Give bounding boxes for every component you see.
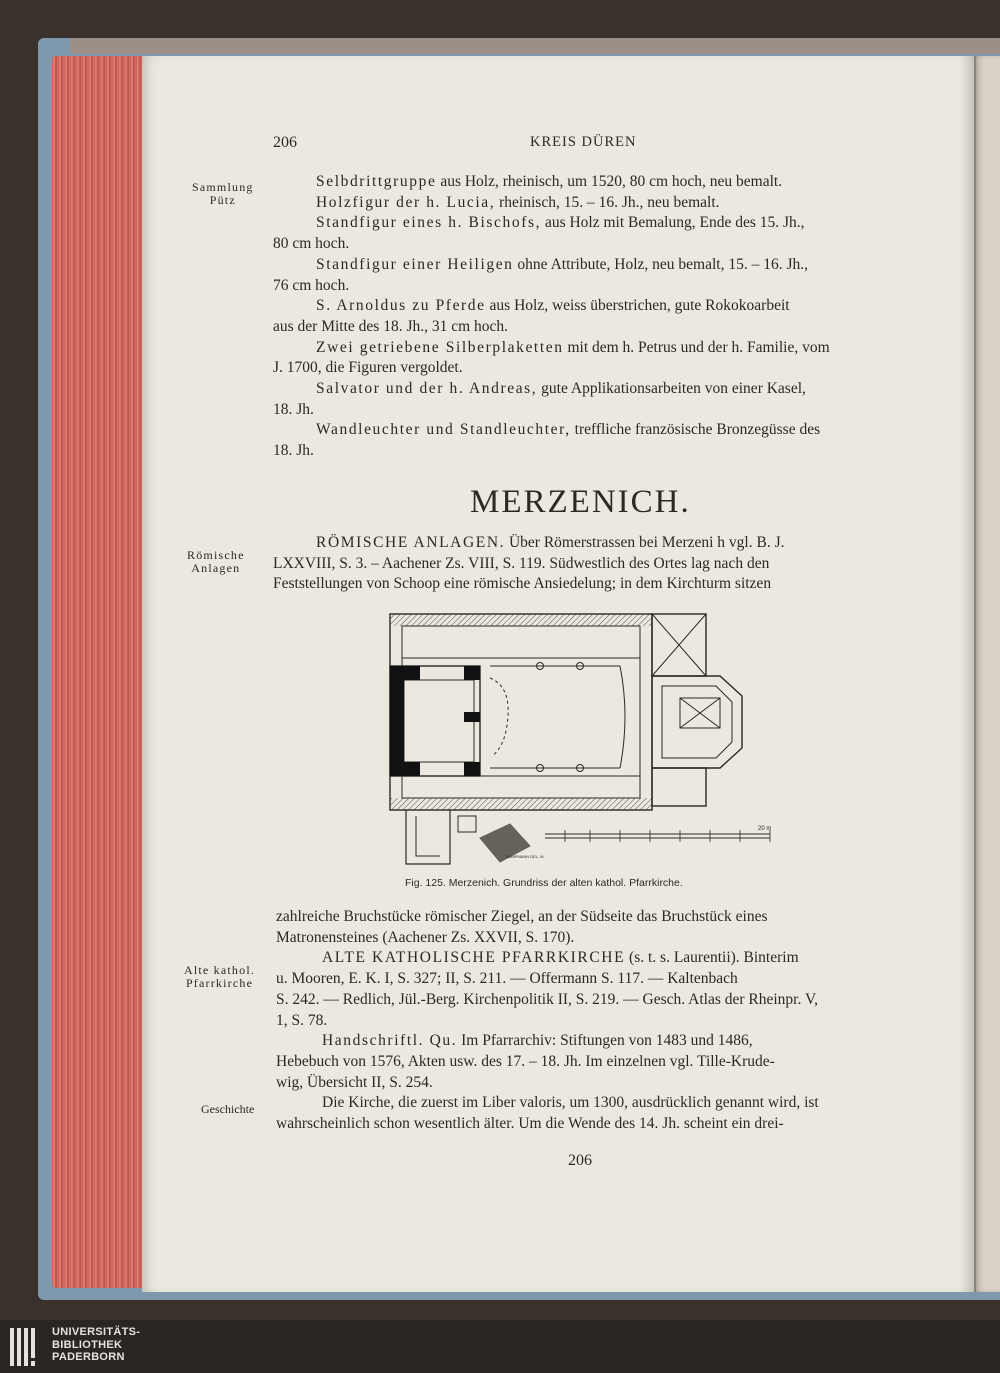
text-line xyxy=(276,1052,775,1073)
emphasis-text: Salvator und der h. Andreas, xyxy=(316,380,538,397)
text-line xyxy=(273,358,463,379)
margin-line: Pfarrkirche xyxy=(185,975,254,990)
text-line xyxy=(316,296,790,317)
line-text: aus Holz, weiss überstrichen, gute Rokokoarbeit xyxy=(485,297,790,315)
gutter-shadow xyxy=(960,56,976,1292)
draughtsman-signature: KAMPMANN DEL. M xyxy=(506,854,544,859)
text-line xyxy=(273,276,349,297)
section-title: MERZENICH. xyxy=(470,484,691,520)
line-text: aus der Mitte des 18. Jh., 31 cm hoch. xyxy=(273,317,509,335)
margin-note-sammlung xyxy=(192,181,254,206)
line-text: Die Kirche, die zuerst im Liber valoris, um 1300, ausdrücklich genannt wird, ist xyxy=(322,1094,819,1112)
emphasis-text: RÖMISCHE ANLAGEN. xyxy=(316,534,506,551)
page-number-bottom: 206 xyxy=(568,1152,592,1169)
emphasis-text: Standfigur eines h. Bischofs, xyxy=(316,214,542,232)
text-line xyxy=(316,379,806,400)
line-text: Im Pfarrarchiv: Stiftungen von 1483 und 1486, xyxy=(457,1032,753,1050)
line-text: 18. Jh. xyxy=(273,442,314,460)
text-line xyxy=(276,1073,433,1094)
line-text: J. 1700, die Figuren vergoldet. xyxy=(273,359,463,377)
line-text: LXXVIII, S. 3. – Aachener Zs. VIII, S. 119. Südwestlich des Ortes lag nach den xyxy=(273,554,770,572)
scale-label: 20 m xyxy=(758,826,772,832)
text-line xyxy=(273,317,508,338)
line-text: mit dem h. Petrus und der h. Familie, vom xyxy=(563,338,830,356)
text-line xyxy=(273,441,314,462)
margin-note-kirche xyxy=(184,964,255,989)
emphasis-text: Standfigur einer Heiligen xyxy=(316,255,514,273)
line-text: (s. t. s. Laurentii). Binterim xyxy=(625,949,799,967)
text-line xyxy=(316,338,830,359)
margin-note-roemische xyxy=(187,549,245,574)
figure-caption: Fig. 125. Merzenich. Grundriss der alten kathol. Pfarrkirche. xyxy=(405,877,683,889)
text-line xyxy=(322,1093,819,1114)
line-text: gute Applikationsarbeiten von einer Kasel, xyxy=(537,380,806,397)
line-text: rheinisch, 15. – 16. Jh., neu bemalt. xyxy=(495,193,720,211)
library-line: UNIVERSITÄTS- xyxy=(52,1326,141,1338)
text-line xyxy=(316,420,820,441)
facing-page xyxy=(974,56,1000,1292)
margin-line: Anlagen xyxy=(191,560,241,575)
line-text: Über Römerstrassen bei Merzeni h vgl. B. J. xyxy=(505,534,785,551)
library-line: PADERBORN xyxy=(52,1351,125,1363)
text-line xyxy=(276,928,574,949)
text-line xyxy=(316,213,805,234)
text-line xyxy=(273,400,314,421)
text-line xyxy=(322,1031,753,1052)
line-text: S. 242. — Redlich, Jül.-Berg. Kirchenpolitik II, S. 219. — Gesch. Atlas der Rheinpr. V, xyxy=(276,990,819,1008)
floor-plan-figure xyxy=(380,606,800,868)
emphasis-text: Wandleuchter und Standleuchter, xyxy=(316,421,571,439)
text-line xyxy=(316,193,720,214)
emphasis-text: Selbdrittgruppe xyxy=(316,173,437,190)
margin-line: Römische xyxy=(187,548,245,562)
line-text: aus Holz mit Bemalung, Ende des 15. Jh., xyxy=(541,214,805,232)
line-text: zahlreiche Bruchstücke römischer Ziegel, an der Südseite das Bruchstück eines xyxy=(276,908,768,925)
line-text: 80 cm hoch. xyxy=(273,235,350,253)
line-text: Hebebuch von 1576, Akten usw. des 17. – 18. Jh. Im einzelnen vgl. Tille-Krude- xyxy=(276,1052,775,1070)
text-line xyxy=(276,969,738,990)
header-page-number: 206 xyxy=(273,134,297,151)
emphasis-text: Zwei getriebene Silberplaketten xyxy=(316,338,564,356)
line-text: ohne Attribute, Holz, neu bemalt, 15. – 16. Jh., xyxy=(513,255,809,273)
library-logo-text xyxy=(52,1326,140,1364)
book-cover-top xyxy=(70,38,1000,54)
running-title: KREIS DÜREN xyxy=(530,134,637,150)
line-text: wahrscheinlich schon wesentlich älter. Um die Wende des 14. Jh. scheint ein drei- xyxy=(276,1115,784,1132)
line-text: 76 cm hoch. xyxy=(273,276,350,294)
library-logo-icon xyxy=(10,1328,42,1366)
emphasis-text: Handschriftl. Qu. xyxy=(322,1032,458,1050)
line-text: Matronensteines (Aachener Zs. XXVII, S. 170). xyxy=(276,928,575,946)
text-line xyxy=(276,990,818,1011)
text-line xyxy=(276,1114,784,1135)
margin-line: Pütz xyxy=(209,192,236,207)
text-line xyxy=(273,554,769,575)
text-line xyxy=(316,172,782,193)
line-text: Feststellungen von Schoop eine römische Ansiedelung; in dem Kirchturm sitzen xyxy=(273,575,772,593)
text-line xyxy=(273,574,771,595)
line-text: aus Holz, rheinisch, um 1520, 80 cm hoch, neu bemalt. xyxy=(436,173,783,190)
text-line xyxy=(276,1011,327,1032)
library-footer xyxy=(0,1320,1000,1373)
margin-line: Sammlung xyxy=(192,180,254,194)
text-line xyxy=(322,948,799,969)
margin-note-geschichte: Geschichte xyxy=(201,1102,255,1116)
library-line: BIBLIOTHEK xyxy=(52,1338,123,1351)
text-line xyxy=(316,255,808,276)
emphasis-text: Holzfigur der h. Lucia, xyxy=(316,193,496,211)
line-text: 1, S. 78. xyxy=(276,1011,328,1029)
line-text: 18. Jh. xyxy=(273,400,314,418)
line-text: u. Mooren, E. K. I, S. 327; II, S. 211. — Offermann S. 117. — Kaltenbach xyxy=(276,970,738,988)
page-edges xyxy=(52,56,144,1288)
emphasis-text: ALTE KATHOLISCHE PFARRKIRCHE xyxy=(322,949,626,967)
margin-line: Alte kathol. xyxy=(184,963,256,977)
line-text: wig, Übersicht II, S. 254. xyxy=(276,1073,433,1091)
line-text: treffliche französische Bronzegüsse des xyxy=(570,421,821,439)
emphasis-text: S. Arnoldus zu Pferde xyxy=(316,297,486,315)
text-line xyxy=(276,907,768,928)
text-line xyxy=(316,533,784,554)
text-line xyxy=(273,234,349,255)
